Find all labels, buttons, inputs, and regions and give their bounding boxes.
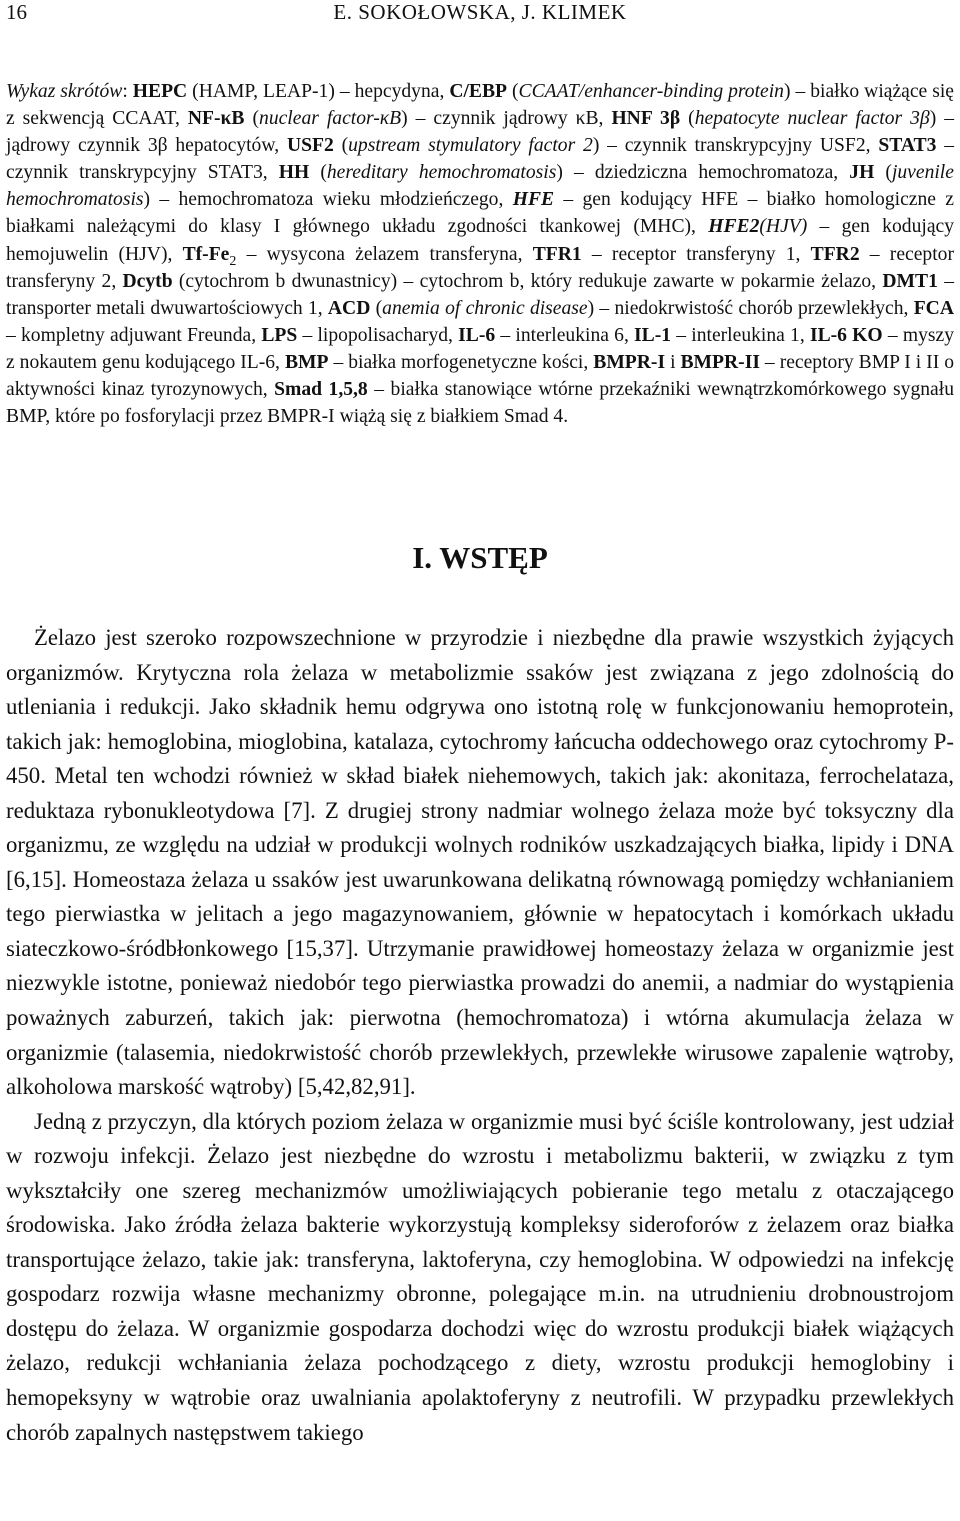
abbreviation-text: ) – dziedziczna hemochromatoza,: [556, 162, 850, 184]
abbreviation-term: IL-1: [634, 324, 672, 346]
abbreviation-text: (cytochrom b dwunastnicy) – cytochrom b, który redukuje zawarte w pokarmie żelazo,: [172, 270, 883, 292]
abbreviation-term: Dcytb: [122, 270, 173, 292]
body-paragraph: Żelazo jest szeroko rozpowszechnione w przyrodzie i niezbędne dla prawie wszystkich żyjących organizmów. Krytyczna rola żelaza w metabolizmie ssaków jest związana z jego zdolnością do utleniania i redukcji. Jako składnik hemu odgrywa ono istotną rolę w funkcjonowaniu hemoprotein, takich jak: hemoglobina, mioglobina, katalaza, cytochromy łańcucha oddechowego oraz cytochromy P-450. Metal ten wchodzi również w skład białek niehemowych, takich jak: akonitaza, ferrochelataza, reduktaza rybonukleotydowa [7]. Z drugiej strony nadmiar wolnego żelaza może być toksyczny dla organizmu, ze względu na udział w produkcji wolnych rodników uszkadzających białka, lipidy i DNA [6,15]. Homeostaza żelaza u ssaków jest uwarunkowana delikatną równowagą pomiędzy wchłanianiem tego pierwiastka w jelitach a jego magazynowaniem, głównie w hepatocytach i komórkach układu siateczkowo-śródbłonkowego [15,37]. Utrzymanie prawidłowej homeostazy żelaza w organizmie jest niezwykle istotne, ponieważ niedobór tego pierwiastka prowadzi do anemii, a nadmiar do wystąpienia poważnych zaburzeń, takich jak: pierwotna (hemochromatoza) i wtórna akumulacja żelaza w organizmie (talasemia, niedokrwistość chorób przewlekłych, przewlekłe wirusowe zapalenie wątroby, alkoholowa marskość wątroby) [5,42,82,91].: [6, 625, 954, 1100]
abbreviation-term: Tf-Fe: [182, 243, 230, 265]
abbreviation-text: i: [665, 351, 681, 373]
abbreviation-text: (: [244, 108, 260, 130]
abbreviation-term: BMPR-I: [593, 351, 666, 373]
abbreviation-text: – receptory BMP I i II o aktywności kinaz tyrozynowych,: [6, 351, 954, 401]
abbreviation-term: TFR1: [532, 243, 582, 265]
abbreviation-italic-text: hepatocyte nuclear factor 3β: [694, 108, 930, 130]
abbreviation-term: HEPC: [132, 81, 188, 102]
abbreviation-text: – lipopolisacharyd,: [297, 324, 459, 346]
abbreviation-subscript: 2: [229, 253, 237, 269]
abbreviation-text: ) – jądrowy czynnik 3β hepatocytów,: [6, 108, 954, 157]
abbreviation-text: (: [507, 81, 519, 102]
abbreviation-italic-text: CCAAT/enhancer-binding protein: [518, 81, 784, 102]
abbreviation-text: – gen kodujący HFE – białko homologiczne z białkami należącymi do klasy I głównego układu zgodności tkankowej (MHC),: [6, 189, 954, 238]
abbreviation-text: – kompletny adjuwant Freunda,: [6, 324, 262, 346]
abbreviation-text: (: [370, 297, 383, 319]
abbreviation-term: USF2: [286, 135, 334, 157]
abbreviation-text: ) – czynnik jądrowy κB,: [401, 108, 612, 130]
running-title: E. SOKOŁOWSKA, J. KLIMEK: [333, 0, 627, 24]
abbreviation-term: TFR2: [810, 243, 860, 265]
abbreviation-text: – interleukina 1,: [671, 324, 810, 346]
abbreviation-text: – gen kodujący hemojuwelin (HJV),: [6, 216, 955, 265]
abbreviation-text: (: [874, 162, 892, 184]
abbreviation-term: ACD: [327, 297, 371, 319]
abbreviation-term: IL-6: [458, 324, 496, 346]
page-header: [6, 0, 954, 30]
abbreviation-text: – receptor transferyny 1,: [581, 243, 811, 265]
abbreviations-paragraph: Wykaz skrótów: HEPC (HAMP, LEAP-1) – hepcydyna, C/EBP (CCAAT/enhancer-binding protein) – białko wiążące się z sekwencją CCAAT, NF-κB (nuclear factor-κB) – czynnik jądrowy κB, HNF 3β (hepatocyte nuclear factor 3β) – jądrowy czynnik 3β hepatocytów, USF2 (upstream stymulatory factor 2) – czynnik transkrypcyjny USF2, STAT3 – czynnik transkrypcyjny STAT3, HH (hereditary hemochromatosis) – dziedziczna hemochromatoza, JH (juvenile hemochromatosis) – hemochromatoza wieku młodzieńczego, HFE – gen kodujący HFE – białko homologiczne z białkami należącymi do klasy I głównego układu zgodności tkankowej (MHC), HFE2(HJV) – gen kodujący hemojuwelin (HJV), $Tf-Fe_2$ – wysycona żelazem transferyna, TFR1 – receptor transferyny 1, TFR2 – receptor transferyny 2, Dcytb (cytochrom b dwunastnicy) – cytochrom b, który redukuje zawarte w pokarmie żelazo, DMT1 – transporter metali dwuwartościowych 1, ACD (anemia of chronic disease) – niedokrwistość chorób przewlekłych, FCA – kompletny adjuwant Freunda, LPS – lipopolisacharyd, IL-6 – interleukina 6, IL-1 – interleukina 1, IL-6 KO – myszy z nokautem genu kodującego IL-6, BMP – białka morfogenetyczne kości, BMPR-I i BMPR-II – receptory BMP I i II o aktywności kinaz tyrozynowych, Smad 1,5,8 – białka stanowiące wtórne przekaźniki wewnątrzkomórkowego sygnału BMP, które po fosforylacji przez BMPR-I wiążą się z białkiem Smad 4.: [6, 81, 955, 428]
abbreviation-text: (: [309, 162, 327, 184]
abbreviation-term: C/EBP: [449, 81, 508, 102]
abbreviation-text: – interleukina 6,: [495, 324, 635, 346]
section-heading: I. WSTĘP: [412, 540, 548, 575]
abbreviation-italic-text: (HJV): [759, 216, 808, 238]
abbreviation-term: STAT3: [878, 135, 937, 157]
section-body: [6, 621, 954, 1450]
abbreviation-text: – myszy z nokautem genu kodującego IL-6,: [6, 324, 954, 373]
abbreviation-text: – białka morfogenetyczne kości,: [328, 351, 594, 373]
abbreviation-term: HFE: [512, 189, 555, 211]
abbreviation-text: – receptor transferyny 2,: [6, 243, 954, 292]
abbreviation-italic-text: anemia of chronic disease: [382, 297, 588, 319]
abbreviation-text: (HAMP, LEAP-1) – hepcydyna,: [187, 81, 450, 102]
abbreviation-term: HFE2: [708, 216, 760, 238]
abbreviation-text: – białka stanowiące wtórne przekaźniki wewnątrzkomórkowego sygnału BMP, które po fosforylacji przez BMPR-I wiążą się z białkiem Smad 4.: [6, 379, 954, 428]
abbreviation-text: – wysycona żelazem transferyna,: [236, 243, 533, 265]
abbreviation-text: (: [680, 108, 695, 130]
abbreviation-text: ) – czynnik transkrypcyjny USF2,: [592, 135, 879, 157]
abbreviation-text: ) – białko wiążące się z sekwencją CCAAT,: [6, 81, 954, 130]
abbreviation-term: LPS: [261, 324, 298, 346]
body-paragraph: Jedną z przyczyn, dla których poziom żelaza w organizmie musi być ściśle kontrolowany, jest udział w rozwoju infekcji. Żelazo jest niezbędne do wzrostu i metabolizmu bakterii, w związku z tym wykształciły one szereg mechanizmów umożliwiających pobieranie tego metalu z otaczającego środowiska. Jako źródła żelaza bakterie wykorzystują kompleksy sideroforów z żelazem oraz białka transportujące żelazo, takie jak: transferyna, laktoferyna, czy hemoglobina. W odpowiedzi na infekcję gospodarz rozwija własne mechanizmy obronne, polegające m.in. na utrudnieniu drobnoustrojom dostępu do żelaza. W organizmie gospodarza dochodzi więc do wzrostu produkcji białek wiążących żelazo, redukcji wchłaniania żelaza pochodzącego z diety, wzrostu produkcji hemoglobiny i hemopeksyny w wątrobie oraz uwalniania apolaktoferyny z neutrofili. W przypadku przewlekłych chorób zapalnych następstwem takiego: [6, 1108, 954, 1445]
abbreviation-term: JH: [849, 162, 875, 184]
abbreviation-term: FCA: [913, 297, 954, 319]
abbreviation-italic-text: upstream stymulatory factor 2: [348, 135, 593, 157]
abbreviation-italic-text: hereditary hemochromatosis: [326, 162, 557, 184]
abbreviation-text: – czynnik transkrypcyjny STAT3,: [6, 135, 955, 184]
abbreviation-term: HNF 3β: [611, 108, 681, 130]
abbreviation-term: HH: [278, 162, 310, 184]
abbreviation-term: BMP: [284, 351, 329, 373]
abbreviation-term: Smad 1,5,8: [274, 379, 368, 401]
abbreviation-italic-text: juvenile hemochromatosis: [6, 162, 954, 211]
abbreviation-term: DMT1: [882, 270, 938, 292]
page-number: 16: [6, 0, 27, 24]
abbreviation-term: BMPR-II: [680, 351, 760, 373]
abbreviations-list: [6, 78, 954, 430]
abbreviations-label: Wykaz skrótów: [6, 81, 123, 102]
abbreviation-term: NF-κB: [187, 108, 245, 130]
abbreviation-text: ) – hemochromatoza wieku młodzieńczego,: [143, 189, 513, 211]
abbreviation-text: – transporter metali dwuwartościowych 1,: [6, 270, 954, 319]
abbreviation-term: IL-6 KO: [809, 324, 883, 346]
abbreviation-text: ) – niedokrwistość chorób przewlekłych,: [587, 297, 914, 319]
abbreviation-italic-text: nuclear factor-κB: [259, 108, 402, 130]
abbreviation-text: (: [333, 135, 349, 157]
